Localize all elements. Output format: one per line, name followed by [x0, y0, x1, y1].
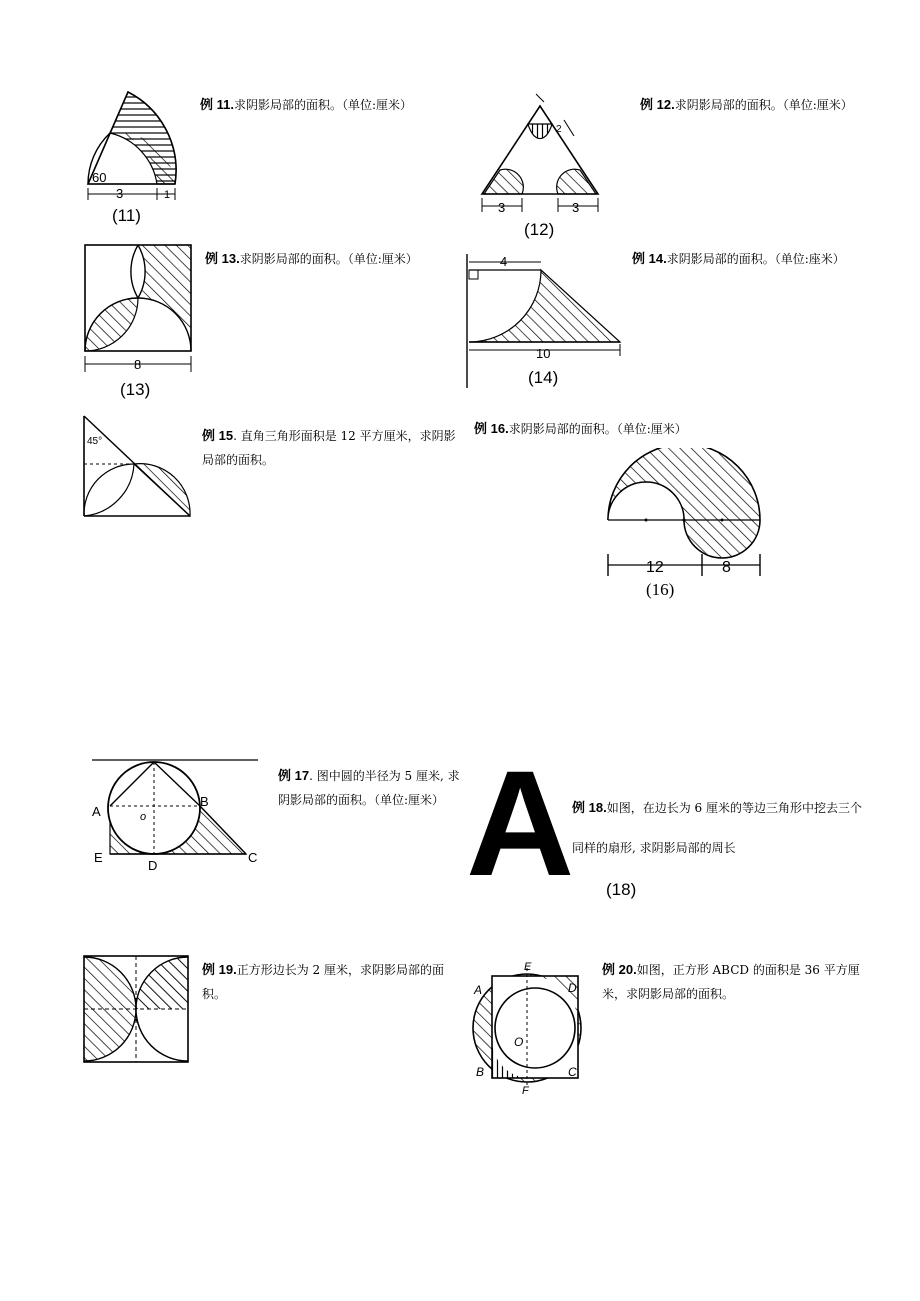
- problem-text: 求阴影局部的面积。（单位:座米）: [666, 252, 845, 266]
- problem-label: 例 17: [278, 768, 310, 783]
- angle-label: 60: [92, 170, 107, 185]
- point-label: B: [476, 1065, 485, 1079]
- problem-14: [632, 250, 862, 268]
- dim-label: 3: [572, 200, 580, 215]
- point-label: C: [568, 1065, 577, 1079]
- problem-label: 例 16.: [474, 421, 509, 436]
- figure-16: [600, 448, 766, 582]
- problem-15: [202, 424, 462, 472]
- problem-text: . 图中圆的半径为 5 厘米, 求阴影局部的面积。（单位:厘米）: [278, 769, 460, 807]
- problem-16: [474, 420, 694, 438]
- point-label: A: [92, 804, 101, 819]
- dim-label: 3: [116, 186, 124, 201]
- point-label: E: [94, 850, 103, 865]
- problem-label: 例 18.: [572, 800, 607, 815]
- point-label: D: [568, 981, 577, 995]
- dim-label: 3: [498, 200, 506, 215]
- image-placeholder: A: [466, 739, 575, 907]
- problem-12: [640, 96, 860, 114]
- problem-label: 例 19.: [202, 962, 237, 977]
- figure-caption: (13): [120, 380, 151, 399]
- problem-17: [278, 764, 468, 812]
- figure-caption: (14): [528, 368, 559, 387]
- point-label: D: [148, 858, 158, 873]
- problem-text: 正方形边长为 2 厘米，求阴影局部的面积。: [202, 963, 444, 1001]
- problem-text: 求阴影局部的面积。（单位:厘米）: [239, 252, 418, 266]
- dim-label: 12: [646, 559, 664, 576]
- point-label: C: [248, 850, 258, 865]
- problem-text: 求阴影局部的面积。（单位:厘米）: [233, 98, 413, 112]
- figure-13: [80, 240, 196, 376]
- figure-20: [470, 960, 592, 1096]
- problem-label: 例 12.: [640, 97, 675, 112]
- point-label: o: [140, 811, 147, 823]
- problem-label: 例 15: [202, 428, 234, 443]
- problem-text: 求阴影局部的面积。（单位:厘米）: [674, 98, 853, 112]
- dim-label: 8: [722, 559, 731, 576]
- problem-18: [572, 788, 862, 868]
- figure-caption: (16): [646, 580, 675, 599]
- dim-label: 2: [556, 124, 562, 135]
- dim-label: 8: [134, 357, 142, 372]
- figure-12: [470, 88, 610, 216]
- angle-label: 45°: [87, 436, 103, 447]
- problem-13: [205, 250, 425, 268]
- dim-label: 10: [536, 346, 551, 361]
- problem-text: . 直角三角形面积是 12 平方厘米，求阴影局部的面积。: [202, 429, 456, 467]
- point-label: E: [524, 961, 532, 973]
- problem-label: 例 14.: [632, 251, 667, 266]
- dim-label: 1: [164, 189, 171, 201]
- dim-label: 4: [500, 254, 508, 269]
- problem-label: 例 20.: [602, 962, 637, 977]
- problem-20: [602, 958, 862, 1006]
- point-label: B: [200, 794, 209, 809]
- figure-caption: (18): [606, 880, 637, 899]
- problem-label: 例 11.: [200, 97, 234, 112]
- figure-15: [80, 412, 194, 522]
- figure-19: [80, 952, 192, 1066]
- problem-text: 如图，在边长为 6 厘米的等边三角形中挖去三个同样的扇形, 求阴影局部的周长: [572, 801, 862, 855]
- problem-19: [202, 958, 462, 1006]
- figure-caption: (11): [112, 206, 141, 225]
- figure-caption: (12): [524, 220, 555, 239]
- problem-label: 例 13.: [205, 251, 240, 266]
- point-label: F: [522, 1085, 529, 1096]
- point-label: A: [474, 983, 483, 997]
- figure-11: [80, 88, 190, 208]
- problem-text: 如图，正方形 ABCD 的面积是 36 平方厘米，求阴影局部的面积。: [602, 963, 860, 1001]
- problem-11: [200, 96, 420, 114]
- point-label: O: [514, 1035, 524, 1049]
- figure-17: [86, 754, 266, 874]
- problem-text: 求阴影局部的面积。（单位:厘米）: [508, 422, 687, 436]
